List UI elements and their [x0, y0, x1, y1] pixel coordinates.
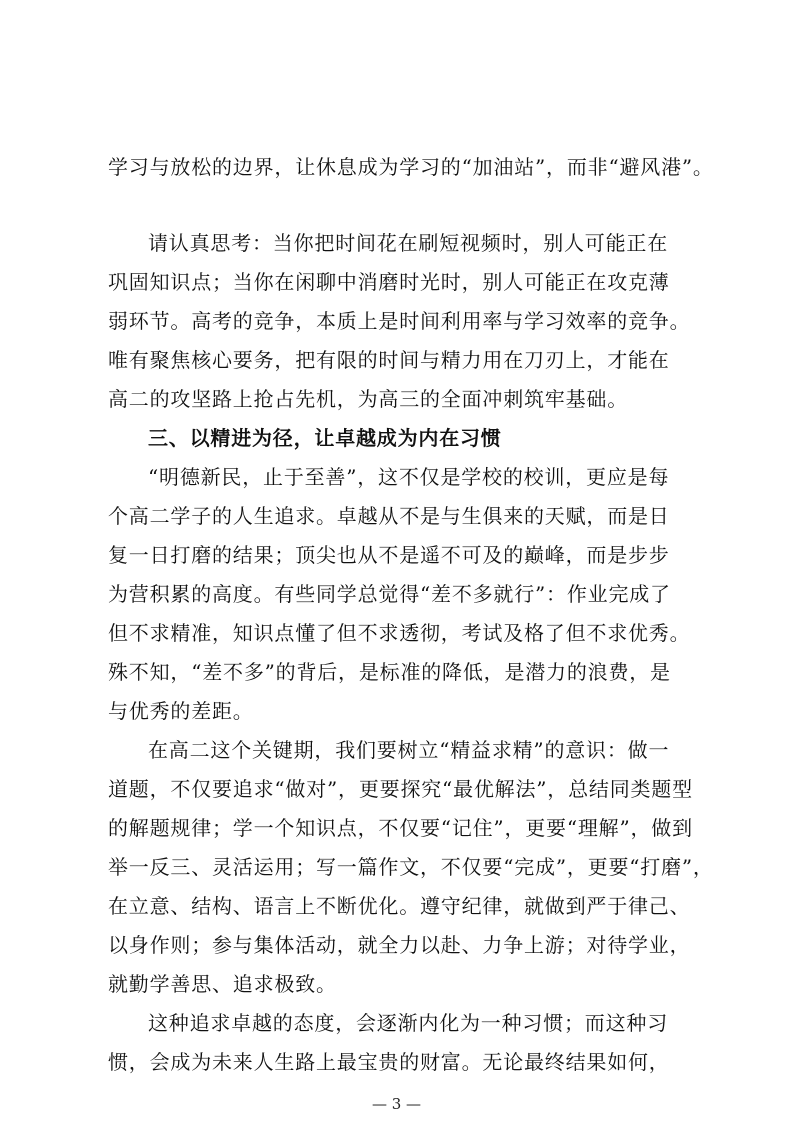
text-line: 为营积累的高度。有些同学总觉得“差不多就行”：作业完成了 [108, 582, 671, 606]
text-line: 在高二这个关键期，我们要树立“精益求精”的意识：做一 [148, 738, 670, 762]
section-heading: 三、以精进为径，让卓越成为内在习惯 [148, 426, 502, 450]
page-number: — 3 — [371, 1095, 422, 1113]
text-line: 学习与放松的边界，让休息成为学习的“加油站”，而非“避风港”。 [108, 155, 714, 179]
text-line: 在立意、结构、语言上不断优化。遵守纪律，就做到严于律己、 [108, 894, 691, 918]
text-line: 就勤学善思、追求极致。 [108, 972, 337, 996]
text-line: 复一日打磨的结果；顶尖也从不是遥不可及的巅峰，而是步步 [108, 543, 670, 567]
text-line: 个高二学子的人生追求。卓越从不是与生俱来的天赋，而是日 [108, 504, 670, 528]
text-line: 请认真思考：当你把时间花在刷短视频时，别人可能正在 [148, 231, 668, 255]
text-line: 但不求精准，知识点懂了但不求透彻，考试及格了但不求优秀。 [108, 621, 691, 645]
text-line: 弱环节。高考的竞争，本质上是时间利用率与学习效率的竞争。 [108, 309, 691, 333]
text-line: “明德新民，止于至善”，这不仅是学校的校训，更应是每 [148, 465, 670, 489]
text-line: 殊不知，“差不多”的背后，是标准的降低，是潜力的浪费，是 [108, 660, 671, 684]
text-line: 以身作则；参与集体活动，就全力以赴、力争上游；对待学业， [108, 933, 691, 957]
text-line: 惯，会成为未来人生路上最宝贵的财富。无论最终结果如何， [108, 1050, 670, 1074]
text-line: 这种追求卓越的态度，会逐渐内化为一种习惯；而这种习 [148, 1011, 668, 1035]
text-line: 与优秀的差距。 [108, 699, 254, 723]
text-line: 举一反三、灵活运用；写一篇作文，不仅要“完成”，更要“打磨”， [108, 855, 714, 879]
text-line: 唯有聚焦核心要务，把有限的时间与精力用在刀刃上，才能在 [108, 348, 670, 372]
text-line: 道题，不仅要追求“做对”，更要探究“最优解法”，总结同类题型 [108, 777, 693, 801]
text-line: 高二的攻坚路上抢占先机，为高三的全面冲刺筑牢基础。 [108, 387, 628, 411]
text-line: 的解题规律；学一个知识点，不仅要“记住”，更要“理解”，做到 [108, 816, 693, 840]
text-line: 巩固知识点；当你在闲聊中消磨时光时，别人可能正在攻克薄 [108, 270, 670, 294]
